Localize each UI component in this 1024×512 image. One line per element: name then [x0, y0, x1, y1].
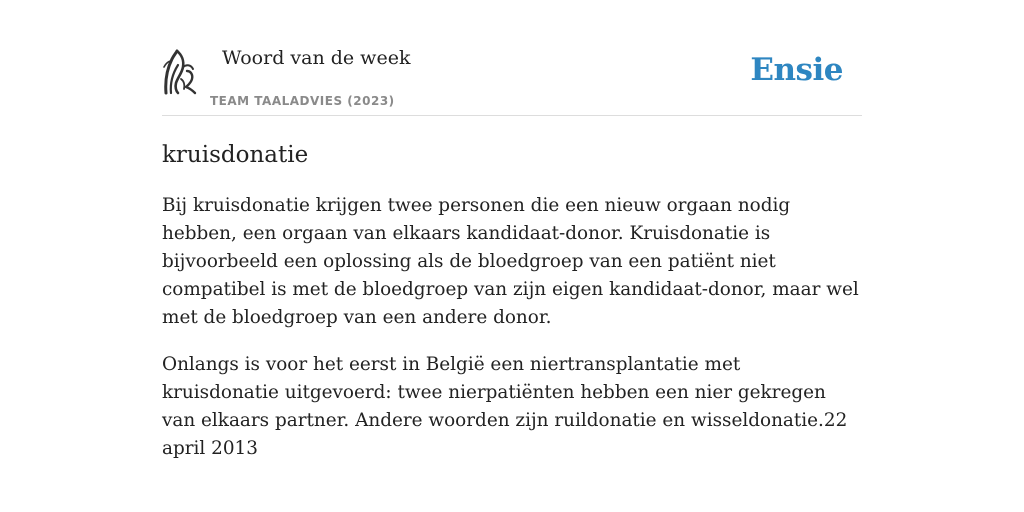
card-header	[162, 44, 862, 116]
entry-word: kruisdonatie	[162, 142, 309, 168]
brand-logo[interactable]: Ensie	[750, 52, 843, 88]
context-text: Onlangs is voor het eerst in België een niertransplantatie met kruisdonatie uitgevoerd: twee nierpatiënten hebben een nier gekregen van elkaars partner. Andere woorden zijn ruildonatie en wisseldonatie.	[162, 354, 826, 431]
author-year-label: TEAM TAALADVIES (2023)	[210, 94, 395, 108]
definition-paragraph: Bij kruisdonatie krijgen twee personen die een nieuw orgaan nodig hebben, een orgaan van elkaars kandidaat-donor. Kruisdonatie is bijvoorbeeld een oplossing als de bloedgroep van een patiënt niet compatibel is met de bloedgroep van zijn eigen kandidaat-donor, maar wel met de bloedgroep van een andere donor.	[162, 195, 859, 328]
publication-date: 22 april 2013	[162, 410, 848, 459]
word-of-the-week-card	[162, 44, 862, 463]
context-paragraph	[162, 351, 862, 463]
section-title: Woord van de week	[222, 47, 411, 69]
lion-logo-icon	[162, 49, 198, 95]
